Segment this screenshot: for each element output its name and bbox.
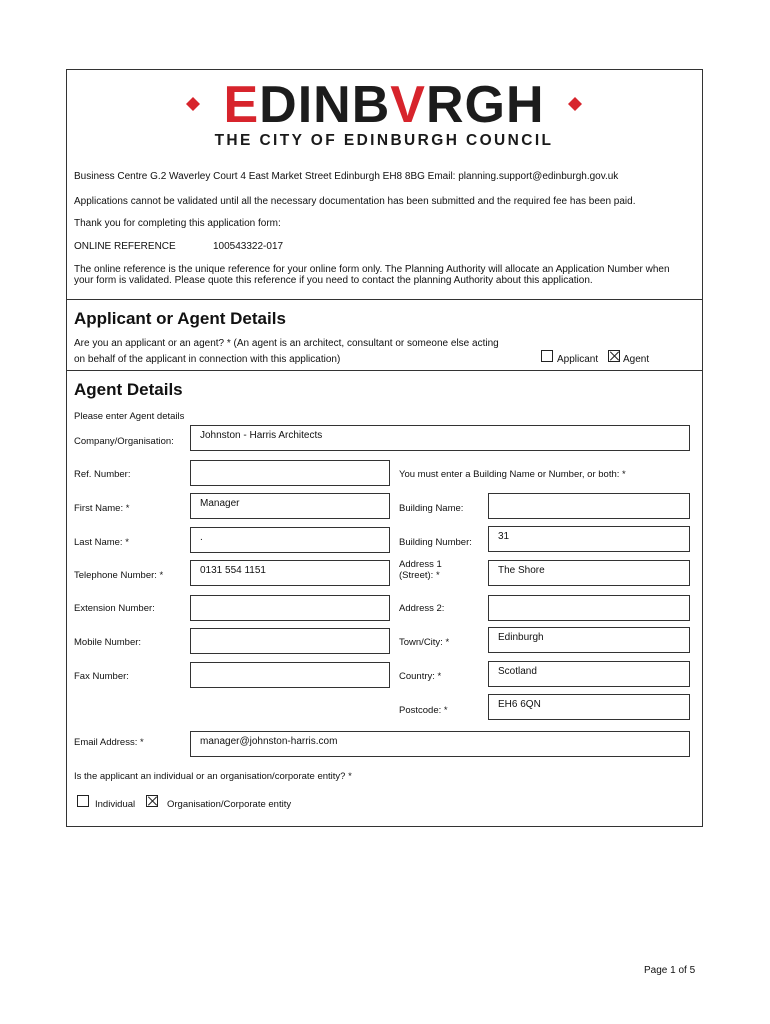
telephone-field[interactable]: 0131 554 1151: [190, 560, 390, 586]
svg-text:EDINBVRGH: EDINBVRGH: [223, 76, 545, 132]
postcode-label: Postcode: *: [399, 705, 448, 716]
reference-note-line-1: The online reference is the unique reference for your online form only. The Planning Authority will allocate an Application Number when: [74, 264, 670, 275]
council-name: THE CITY OF EDINBURGH COUNCIL: [214, 132, 554, 149]
applicant-option-label: Applicant: [557, 354, 599, 365]
mobile-field[interactable]: [190, 628, 390, 654]
last-name-label: Last Name: *: [74, 537, 129, 548]
individual-option-label: Individual: [95, 799, 136, 810]
right-diamond-icon: [568, 97, 582, 111]
first-name-field[interactable]: Manager: [190, 493, 390, 519]
agent-checkbox[interactable]: [608, 350, 620, 362]
online-reference-label: ONLINE REFERENCE: [74, 241, 176, 252]
building-name-label: Building Name:: [399, 503, 464, 514]
fax-field[interactable]: [190, 662, 390, 688]
applicant-checkbox[interactable]: [541, 350, 553, 362]
extension-field[interactable]: [190, 595, 390, 621]
thanks-text: Thank you for completing this application form:: [74, 218, 281, 229]
email-label: Email Address: *: [74, 737, 144, 748]
first-name-label: First Name: *: [74, 503, 130, 514]
organisation-checkbox[interactable]: [146, 795, 158, 807]
mobile-label: Mobile Number:: [74, 637, 142, 648]
reference-note-line-2: your form is validated. Please quote this reference if you need to contact the planning Authority about this application.: [74, 275, 593, 286]
company-field[interactable]: Johnston - Harris Architects: [190, 425, 690, 451]
address2-label: Address 2:: [399, 603, 445, 614]
left-diamond-icon: [186, 97, 200, 111]
building-name-field[interactable]: [488, 493, 690, 519]
ref-number-field[interactable]: [190, 460, 390, 486]
page-number: Page 1 of 5: [644, 965, 696, 976]
postcode-field[interactable]: EH6 6QN: [488, 694, 690, 720]
town-label: Town/City: *: [399, 637, 450, 648]
address1-label-line-1: Address 1: [399, 559, 442, 570]
address1-label-line-2: (Street): *: [399, 570, 440, 581]
agent-instruction: Please enter Agent details: [74, 411, 185, 422]
applicant-section-title: Applicant or Agent Details: [74, 309, 286, 328]
country-field[interactable]: Scotland: [488, 661, 690, 687]
section-divider: [66, 299, 703, 300]
agent-section-title: Agent Details: [74, 380, 183, 399]
online-reference-value: 100543322-017: [213, 241, 284, 252]
building-number-field[interactable]: 31: [488, 526, 690, 552]
edinburgh-logo: [176, 76, 592, 132]
telephone-label: Telephone Number: *: [74, 570, 164, 581]
address-line: Business Centre G.2 Waverley Court 4 East Market Street Edinburgh EH8 8BG Email: planning.support@edinburgh.gov.uk: [74, 171, 619, 182]
individual-checkbox[interactable]: [77, 795, 89, 807]
email-field[interactable]: manager@johnston-harris.com: [190, 731, 690, 757]
applicant-question-line-1: Are you an applicant or an agent? * (An agent is an architect, consultant or someone else acting: [74, 338, 499, 349]
validation-note: Applications cannot be validated until all the necessary documentation has been submitted and the required fee has been paid.: [74, 196, 636, 207]
last-name-field[interactable]: .: [190, 527, 390, 553]
building-requirement-note: You must enter a Building Name or Number, or both: *: [399, 469, 626, 480]
address2-field[interactable]: [488, 595, 690, 621]
company-label: Company/Organisation:: [74, 436, 174, 447]
agent-option-label: Agent: [623, 354, 650, 365]
building-number-label: Building Number:: [399, 537, 472, 548]
organisation-option-label: Organisation/Corporate entity: [167, 799, 292, 810]
ref-number-label: Ref. Number:: [74, 469, 131, 480]
fax-label: Fax Number:: [74, 671, 129, 682]
entity-question: Is the applicant an individual or an organisation/corporate entity? *: [74, 771, 352, 782]
address1-field[interactable]: The Shore: [488, 560, 690, 586]
town-field[interactable]: Edinburgh: [488, 627, 690, 653]
extension-label: Extension Number:: [74, 603, 155, 614]
country-label: Country: *: [399, 671, 442, 682]
applicant-question-line-2: on behalf of the applicant in connection with this application): [74, 354, 341, 365]
section-divider: [66, 370, 703, 371]
